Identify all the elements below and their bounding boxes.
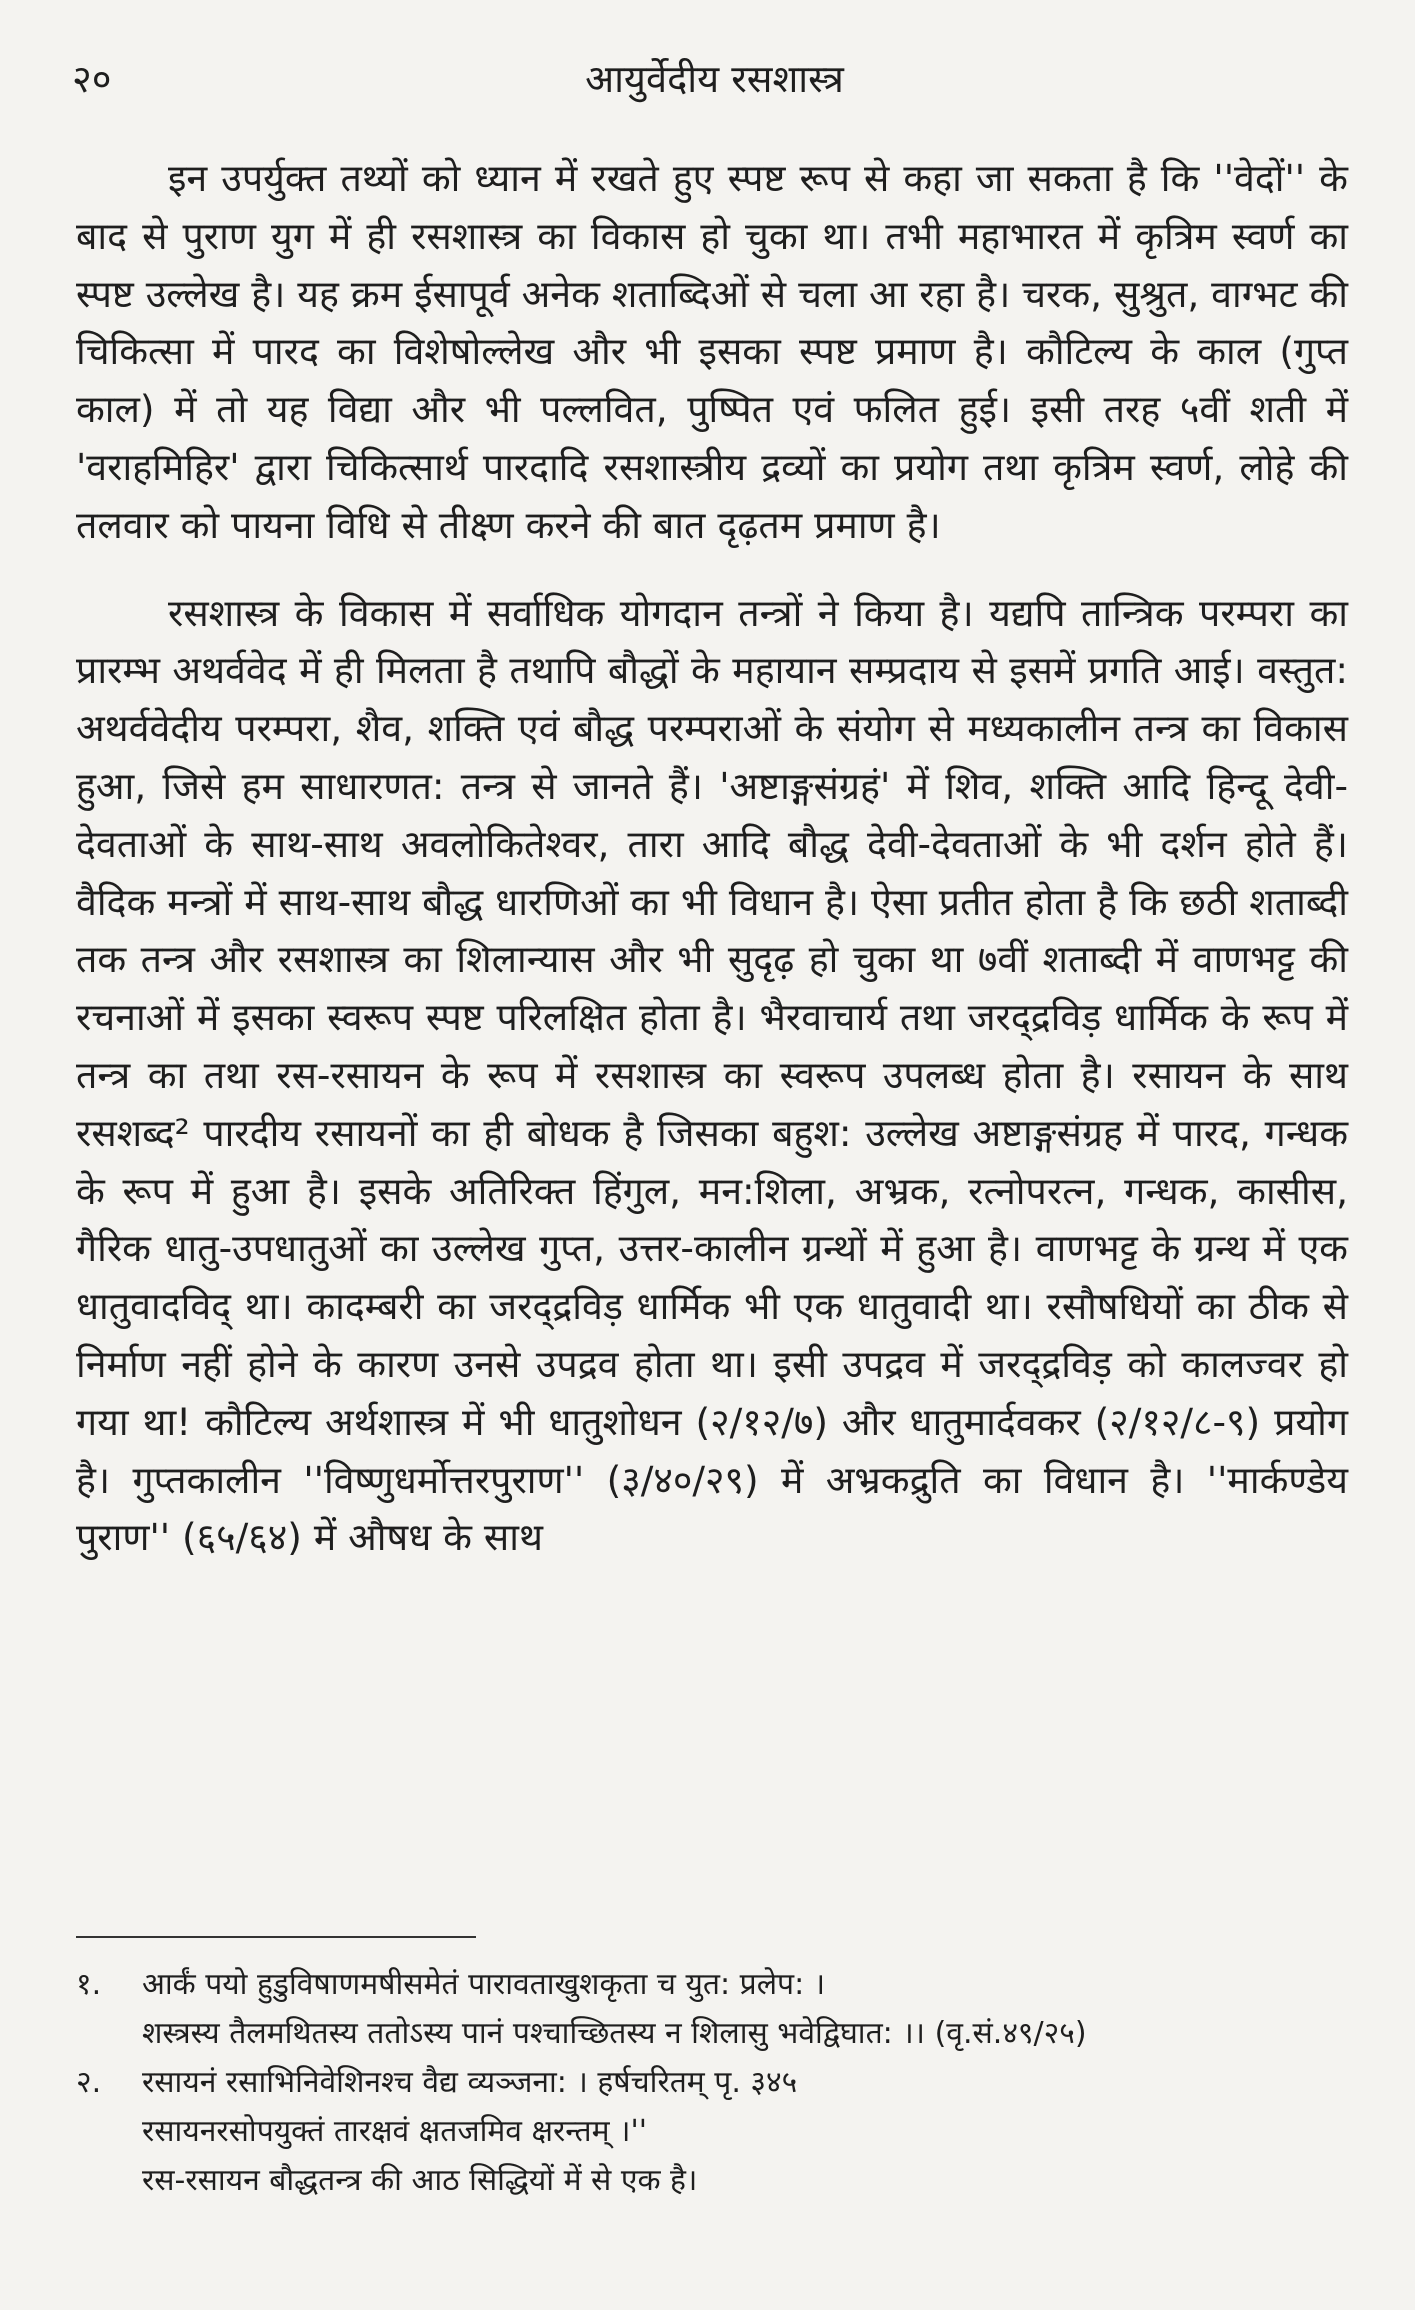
page-header [72,52,1357,112]
paragraph: रसशास्त्र के विकास में सर्वाधिक योगदान तन्त्रों ने किया है। यद्यपि तान्त्रिक परम्परा का प्रारम्भ अथर्ववेद में ही मिलता है तथापि बौद्धों के महायान सम्प्रदाय से इसमें प्रगति आई। वस्तुत: अथर्ववेदीय परम्परा, शैव, शक्ति एवं बौद्ध परम्पराओं के संयोग से मध्यकालीन तन्त्र का विकास हुआ, जिसे हम साधारणत: तन्त्र से जानते हैं। 'अष्टाङ्गसंग्रहं' में शिव, शक्ति आदि हिन्दू देवी-देवताओं के साथ-साथ अवलोकितेश्वर, तारा आदि बौद्ध देवी-देवताओं के भी दर्शन होते हैं। वैदिक मन्त्रों में साथ-साथ बौद्ध धारणिओं का भी विधान है। ऐसा प्रतीत होता है कि छठी शताब्दी तक तन्त्र और रसशास्त्र का शिलान्यास और भी सुदृढ़ हो चुका था ७वीं शताब्दी में वाणभट्ट की रचनाओं में इसका स्वरूप स्पष्ट परिलक्षित होता है। भैरवाचार्य तथा जरद्द्रविड़ धार्मिक के रूप में तन्त्र का तथा रस-रसायन के रूप में रसशास्त्र का स्वरूप उपलब्ध होता है। रसायन के साथ रसशब्द² पारदीय रसायनों का ही बोधक है जिसका बहुश: उल्लेख अष्टाङ्गसंग्रह में पारद, गन्धक के रूप में हुआ है। इसके अतिरिक्त हिंगुल, मन:शिला, अभ्रक, रत्नोपरत्न, गन्धक, कासीस, गैरिक धातु-उपधातुओं का उल्लेख गुप्त, उत्तर-कालीन ग्रन्थों में हुआ है। वाणभट्ट के ग्रन्थ में एक धातुवादविद् था। कादम्बरी का जरद्द्रविड़ धार्मिक भी एक धातुवादी था। रसौषधियों का ठीक से निर्माण नहीं होने के कारण उनसे उपद्रव होता था। इसी उपद्रव में जरद्द्रविड़ को कालज्वर हो गया था! कौटिल्य अर्थशास्त्र में भी धातुशोधन (२/१२/७) और धातुमार्दवकर (२/१२/८-९) प्रयोग है। गुप्तकालीन ''विष्णुधर्मोत्तरपुराण'' (३/४०/२९) में अभ्रकद्रुति का विधान है। ''मार्कण्डेय पुराण'' (६५/६४) में औषध के साथ [76,590,1348,1560]
footnote [76,1960,1348,2058]
footnote-number: २. [76,2065,102,2100]
footnote-line: शस्त्रस्य तैलमथितस्य ततोऽस्य पानं पश्चाच्छितस्य न शिलासु भवेद्विघात: ।। (वृ.सं.४९/२५) [142,2016,1087,2051]
footnote [76,2058,1348,2205]
footnote-line: रसायनरसोपयुक्तं तारक्षवं क्षतजमिव क्षरन्तम् ।'' [142,2114,647,2149]
paragraph: इन उपर्युक्त तथ्यों को ध्यान में रखते हुए स्पष्ट रूप से कहा जा सकता है कि ''वेदों'' के बाद से पुराण युग में ही रसशास्त्र का विकास हो चुका था। तभी महाभारत में कृत्रिम स्वर्ण का स्पष्ट उल्लेख है। यह क्रम ईसापूर्व अनेक शताब्दिओं से चला आ रहा है। चरक, सुश्रुत, वाग्भट की चिकित्सा में पारद का विशेषोल्लेख और भी इसका स्पष्ट प्रमाण है। कौटिल्य के काल (गुप्त काल) में तो यह विद्या और भी पल्लवित, पुष्पित एवं फलित हुई। इसी तरह ५वीं शती में 'वराहमिहिर' द्वारा चिकित्सार्थ पारदादि रसशास्त्रीय द्रव्यों का प्रयोग तथा कृत्रिम स्वर्ण, लोहे की तलवार को पायना विधि से तीक्ष्ण करने की बात दृढ़तम प्रमाण है। [76,156,1348,547]
footnote-line: रस-रसायन बौद्धतन्त्र की आठ सिद्धियों में से एक है। [142,2163,698,2198]
body-text [76,150,1348,1567]
running-title: आयुर्वेदीय रसशास्त्र [585,57,844,101]
footnote-line: रसायनं रसाभिनिवेशिनश्च वैद्य व्यञ्जना: । हर्षचरितम् पृ. ३४५ [142,2065,798,2100]
footnote-number: १. [76,1967,102,2002]
page-number: २० [72,57,112,101]
footnote-line: आर्कं पयो हुडुविषाणमषीसमेतं पारावताखुशकृता च युत: प्रलेप: । [142,1967,826,2002]
footnotes [76,1960,1348,2205]
footnote-divider [76,1936,476,1938]
